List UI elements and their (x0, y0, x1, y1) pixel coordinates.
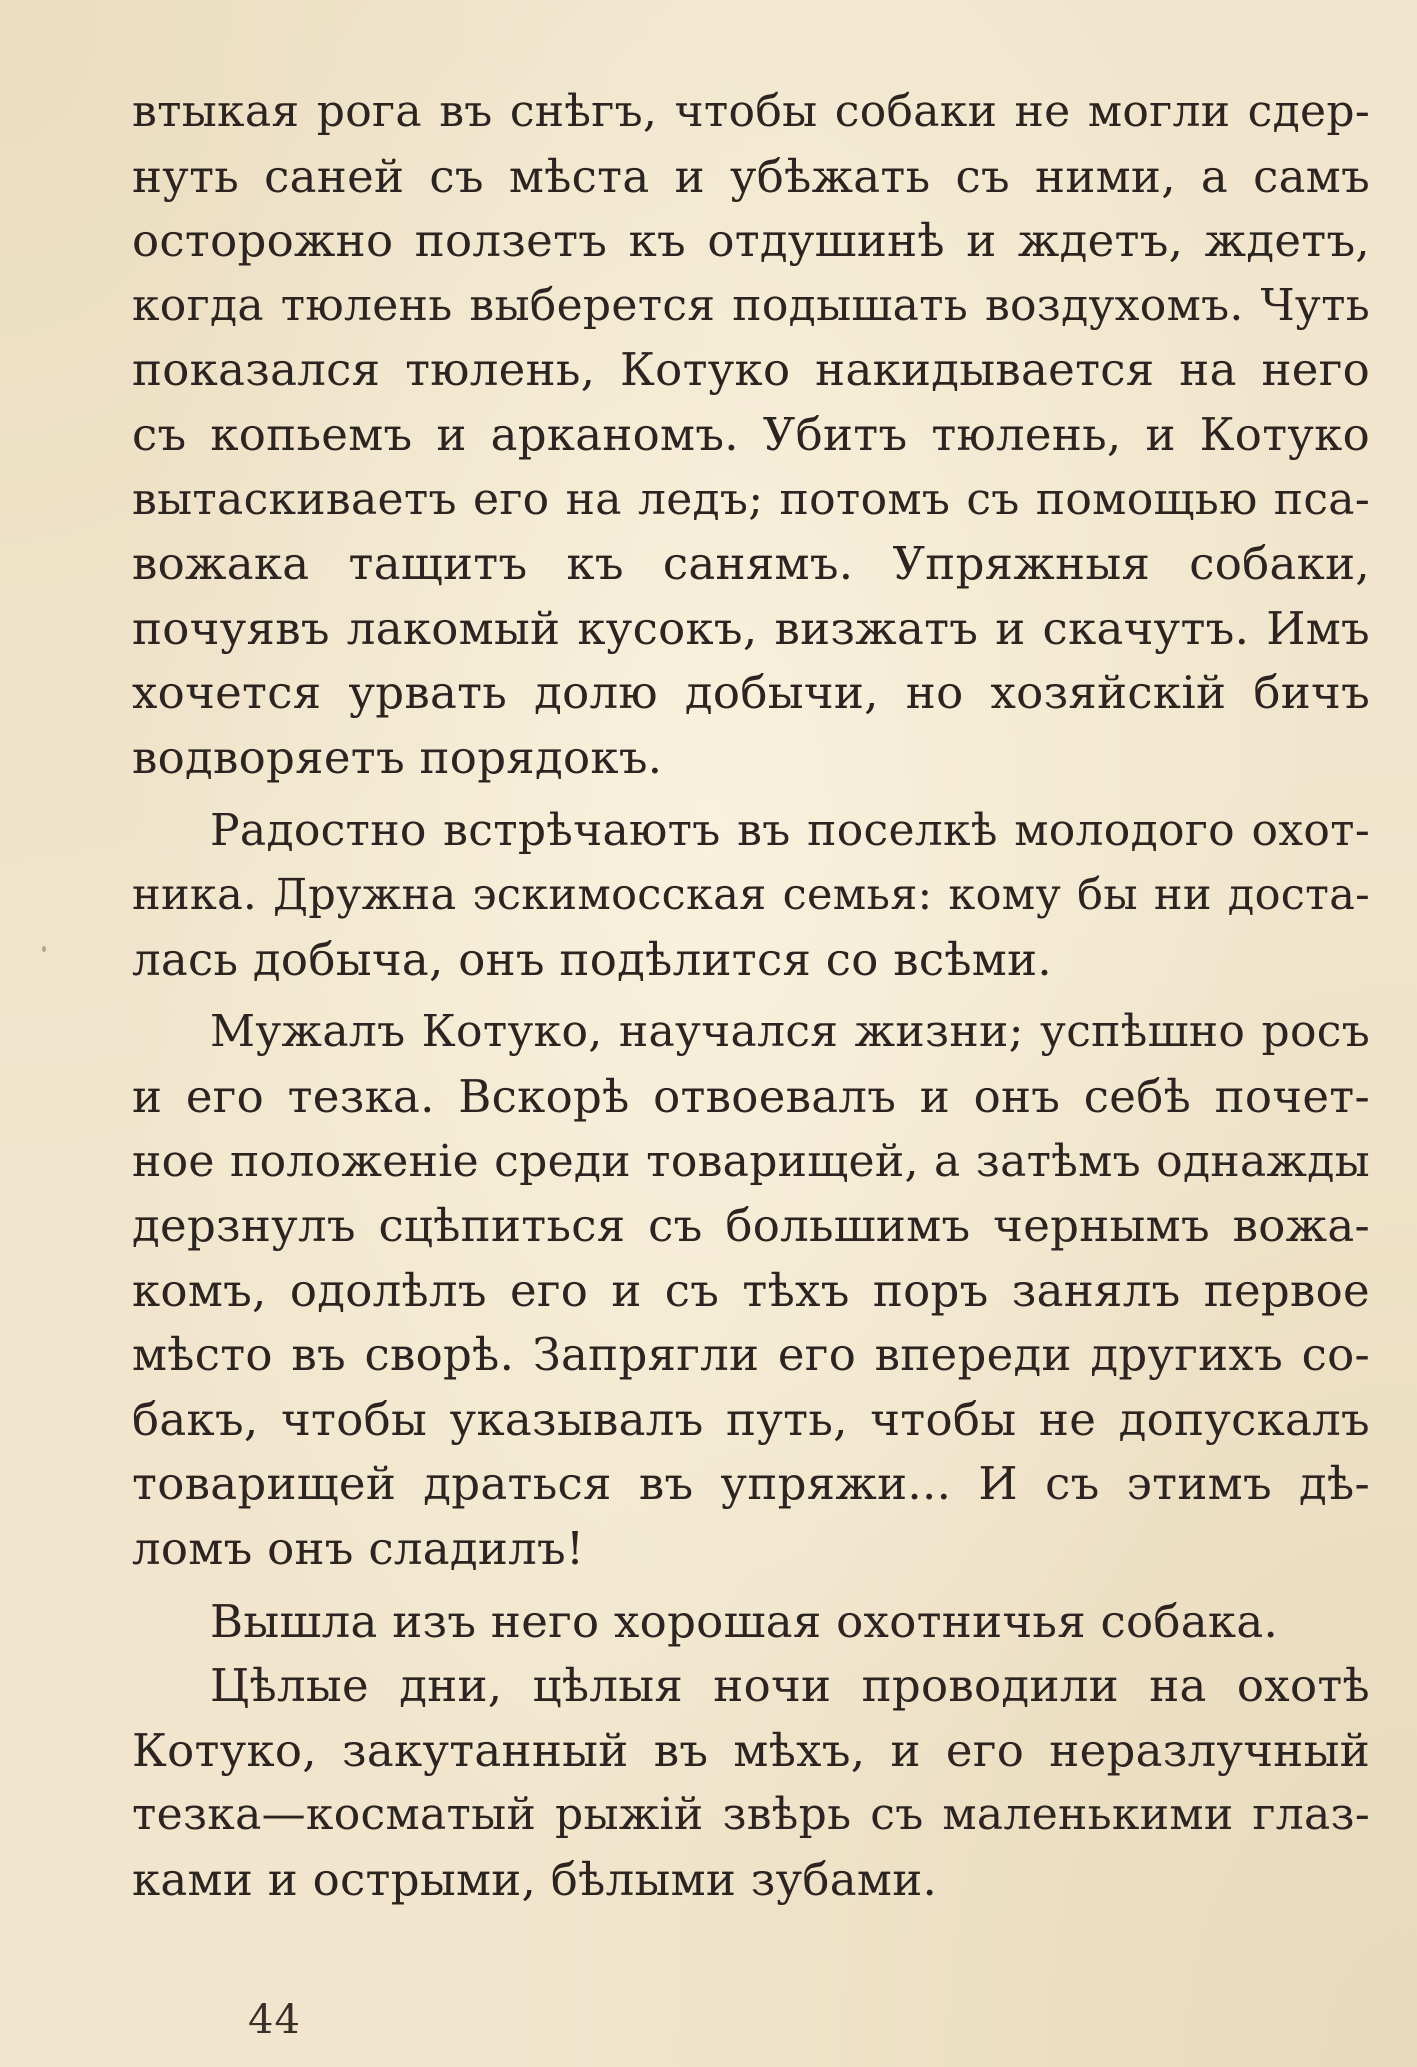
paragraph-gap (132, 791, 1370, 799)
text-line: вытаскиваетъ его на ледъ; потомъ съ помощью пса- (132, 473, 1370, 525)
text-line: нуть саней съ мѣста и убѣжать съ ними, а самъ (132, 149, 1370, 203)
text-line: ника. Дружна эскимосская семья: кому бы ни доста- (132, 870, 1370, 921)
paragraph (132, 799, 1370, 993)
text-line: съ копьемъ и арканомъ. Убитъ тюлень, и Котуко (132, 407, 1370, 461)
text-line: втыкая рога въ снѣгъ, чтобы собаки не могли сдер- (132, 86, 1370, 137)
text-line: мѣсто въ сворѣ. Запрягли его впереди другихъ со- (132, 1328, 1370, 1382)
paragraph-gap (132, 992, 1370, 1000)
paragraph (132, 1590, 1370, 1655)
text-line: бакъ, чтобы указывалъ путь, чтобы не допускалъ (132, 1392, 1370, 1446)
paper-speck (42, 946, 46, 952)
text-line: Котуко, закутанный въ мѣхъ, и его неразлучный (132, 1723, 1370, 1777)
paragraph (132, 1000, 1370, 1581)
text-line: почуявъ лакомый кусокъ, визжатъ и скачутъ. Имъ (132, 601, 1370, 655)
text-line: Мужалъ Котуко, научался жизни; успѣшно росъ (210, 1006, 1370, 1058)
paragraph (132, 80, 1370, 791)
text-line: комъ, одолѣлъ его и съ тѣхъ поръ занялъ первое (132, 1263, 1370, 1317)
text-line: Цѣлые дни, цѣлыя ночи проводили на охотѣ (210, 1659, 1370, 1713)
text-line: когда тюлень выберется подышать воздухомъ. Чуть (132, 279, 1370, 331)
paragraph-gap (132, 1582, 1370, 1590)
text-line: вожака тащитъ къ санямъ. Упряжныя собаки, (132, 537, 1370, 591)
paragraph (132, 1654, 1370, 1912)
text-line: показался тюлень, Котуко накидывается на него (132, 343, 1370, 397)
text-line: ломъ онъ сладилъ! (132, 1522, 585, 1576)
text-line: лась добыча, онъ подѣлится со всѣми. (132, 932, 1053, 986)
text-line: осторожно ползетъ къ отдушинѣ и ждетъ, ждетъ, (132, 214, 1370, 268)
text-line: хочется урвать долю добычи, но хозяйскій бичъ (132, 666, 1370, 720)
text-line: Вышла изъ него хорошая охотничья собака. (210, 1594, 1279, 1648)
text-line: и его тезка. Вскорѣ отвоевалъ и онъ себѣ почет- (132, 1069, 1370, 1123)
text-line: водворяетъ порядокъ. (132, 730, 663, 784)
text-line: ками и острыми, бѣлыми зубами. (132, 1853, 938, 1907)
text-line: ное положеніе среди товарищей, а затѣмъ однажды (132, 1135, 1370, 1187)
text-line: товарищей драться въ упряжи... И съ этимъ дѣ- (132, 1457, 1370, 1511)
text-line: Радостно встрѣчаютъ въ поселкѣ молодого охот- (210, 804, 1370, 856)
text-line: тезка—косматый рыжій звѣрь съ маленькими глаз- (132, 1789, 1370, 1841)
text-line: дерзнулъ сцѣпиться съ большимъ чернымъ вожа- (132, 1199, 1370, 1253)
body-text (132, 80, 1370, 1913)
page-number: 44 (248, 1997, 301, 2043)
